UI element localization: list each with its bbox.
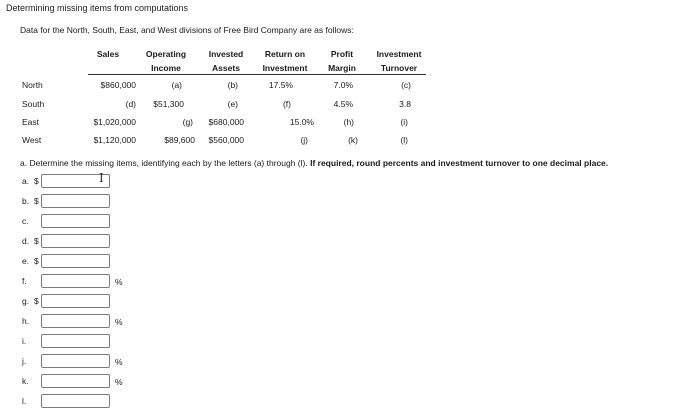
header-operating-income: Operating Income bbox=[145, 49, 187, 73]
answer-input-f[interactable] bbox=[41, 274, 110, 288]
percent-sign: % bbox=[115, 377, 123, 387]
answer-label: i. bbox=[22, 336, 27, 346]
division-name: North bbox=[22, 80, 43, 90]
instruction-text: a. Determine the missing items, identifying each by the letters (a) through (l). If required, round percents and investment turnover to one decimal place. bbox=[20, 158, 609, 168]
profit-margin-cell: (h) bbox=[343, 117, 354, 127]
turnover-cell: 3.8 bbox=[399, 99, 411, 109]
header-profit-margin: Profit Margin bbox=[328, 49, 356, 73]
answer-input-k[interactable] bbox=[41, 374, 110, 388]
roi-cell: 17.5% bbox=[268, 80, 293, 90]
answer-label: j. bbox=[22, 356, 27, 366]
answer-input-g[interactable] bbox=[41, 294, 110, 308]
header-investment-turnover: Investment Turnover bbox=[376, 49, 422, 73]
currency-sign: $ bbox=[34, 236, 39, 246]
answer-label: e. bbox=[22, 256, 30, 266]
answer-input-b[interactable] bbox=[41, 194, 110, 208]
division-name: South bbox=[22, 99, 45, 109]
operating-income-cell: $51,300 bbox=[153, 99, 184, 109]
sales-cell: $1,020,000 bbox=[93, 117, 136, 127]
profit-margin-cell: (k) bbox=[348, 135, 358, 145]
answer-label: c. bbox=[22, 216, 29, 226]
currency-sign: $ bbox=[34, 296, 39, 306]
answer-input-h[interactable] bbox=[41, 314, 110, 328]
text-cursor-icon: I bbox=[99, 171, 104, 185]
operating-income-cell: (a) bbox=[171, 80, 182, 90]
profit-margin-cell: 7.0% bbox=[333, 80, 353, 90]
answer-label: a. bbox=[22, 176, 30, 186]
invested-assets-cell: $560,000 bbox=[208, 135, 244, 145]
currency-sign: $ bbox=[34, 196, 39, 206]
division-name: West bbox=[22, 135, 42, 145]
invested-assets-cell: (b) bbox=[227, 80, 238, 90]
page-title: Determining missing items from computations bbox=[6, 3, 189, 13]
header-return-on-investment: Return on Investment bbox=[262, 49, 308, 73]
invested-assets-cell: $680,000 bbox=[208, 117, 244, 127]
answer-label: l. bbox=[22, 396, 27, 406]
roi-cell: (f) bbox=[282, 99, 291, 109]
sales-cell: (d) bbox=[125, 99, 136, 109]
answer-label: d. bbox=[22, 236, 30, 246]
roi-cell: (j) bbox=[300, 135, 308, 145]
answer-input-i[interactable] bbox=[41, 334, 110, 348]
operating-income-cell: $89,600 bbox=[164, 135, 195, 145]
currency-sign: $ bbox=[34, 176, 39, 186]
answer-label: b. bbox=[22, 196, 30, 206]
answer-input-j[interactable] bbox=[41, 354, 110, 368]
answer-input-d[interactable] bbox=[41, 234, 110, 248]
percent-sign: % bbox=[115, 277, 123, 287]
profit-margin-cell: 4.5% bbox=[333, 99, 353, 109]
sales-cell: $1,120,000 bbox=[93, 135, 136, 145]
currency-sign: $ bbox=[34, 256, 39, 266]
turnover-cell: (c) bbox=[401, 80, 411, 90]
operating-income-cell: (g) bbox=[182, 117, 193, 127]
roi-cell: 15.0% bbox=[289, 117, 314, 127]
division-name: East bbox=[22, 117, 40, 127]
answer-label: g. bbox=[22, 296, 30, 306]
percent-sign: % bbox=[115, 317, 123, 327]
invested-assets-cell: (e) bbox=[227, 99, 238, 109]
sales-cell: $860,000 bbox=[100, 80, 136, 90]
answer-input-e[interactable] bbox=[41, 254, 110, 268]
turnover-cell: (i) bbox=[400, 117, 408, 127]
answer-label: h. bbox=[22, 316, 30, 326]
turnover-cell: (l) bbox=[400, 135, 408, 145]
percent-sign: % bbox=[115, 357, 123, 367]
header-invested-assets: Invested Assets bbox=[208, 49, 244, 73]
answer-label: f. bbox=[22, 276, 27, 286]
header-divider bbox=[88, 74, 426, 75]
header-sales: Sales bbox=[96, 49, 120, 59]
answer-input-c[interactable] bbox=[41, 214, 110, 228]
answer-label: k. bbox=[22, 376, 29, 386]
problem-description: Data for the North, South, East, and West divisions of Free Bird Company are as follows: bbox=[20, 25, 354, 35]
